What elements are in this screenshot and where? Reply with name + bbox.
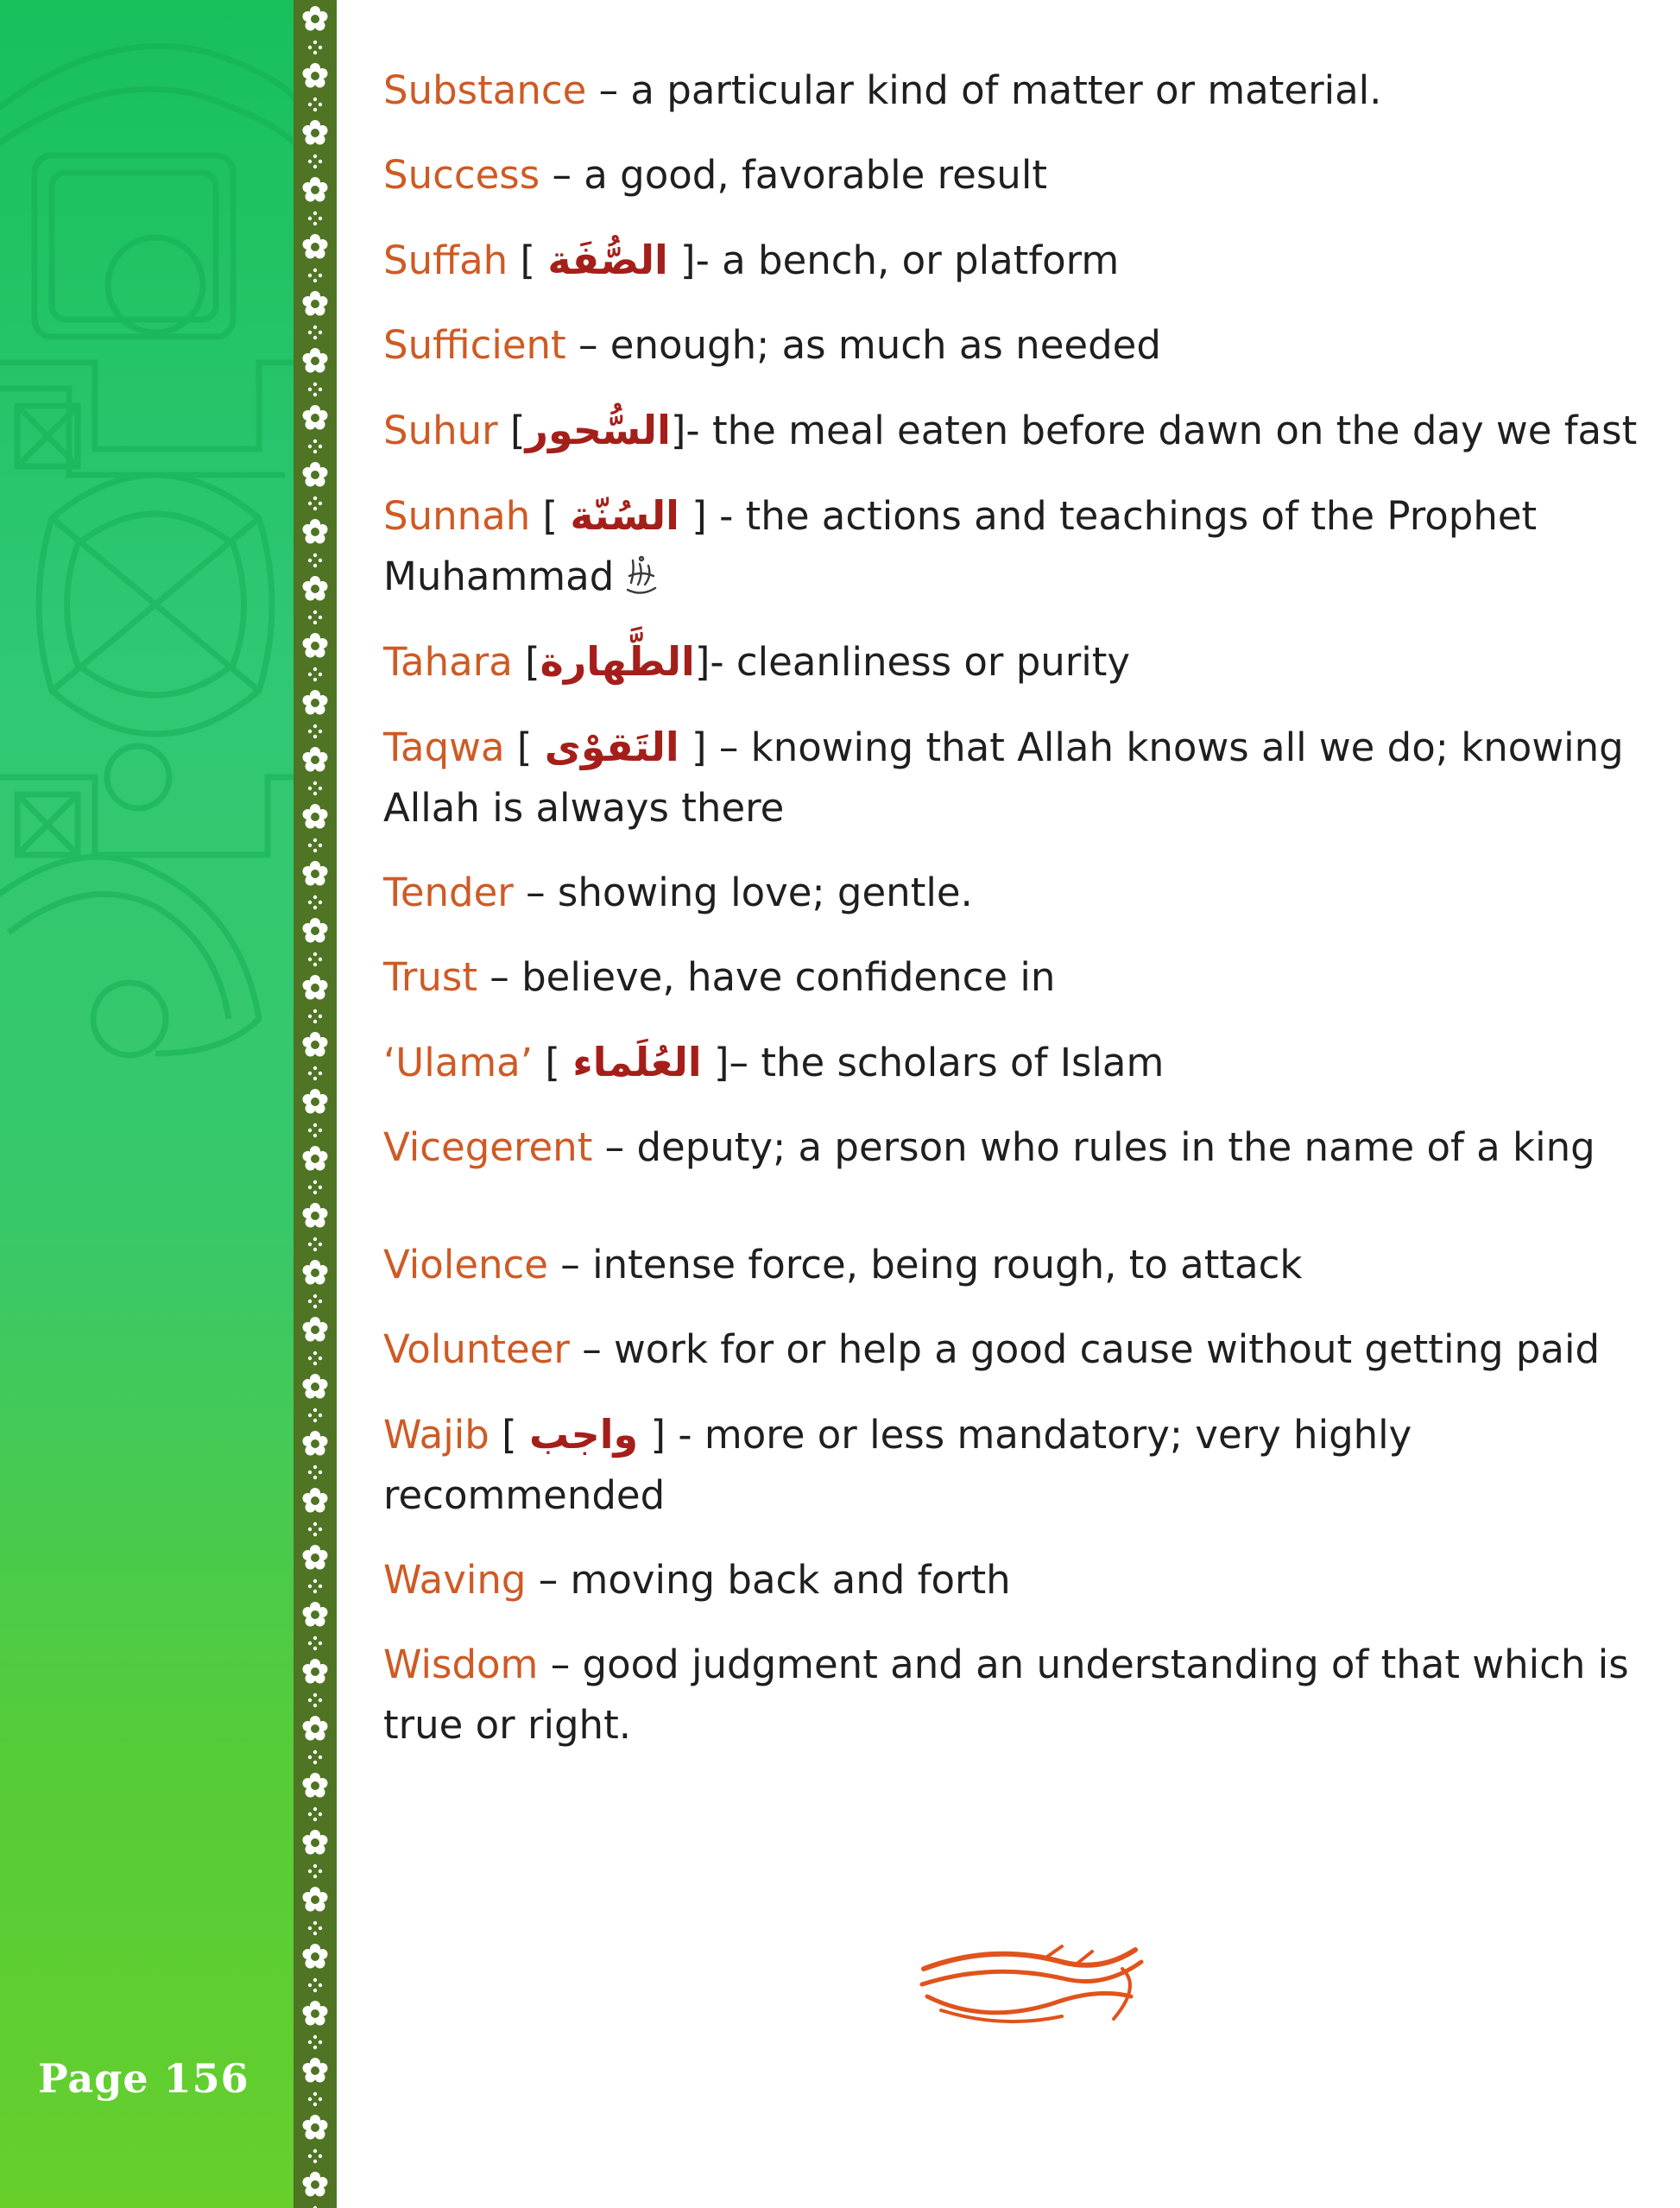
separator: – bbox=[540, 152, 584, 198]
definition: the actions and teachings of the Prophet Muhammad bbox=[383, 493, 1538, 599]
glossary-entry bbox=[383, 863, 1652, 923]
definition: knowing that Allah knows all we do; knowing Allah is always there bbox=[383, 724, 1624, 831]
separator: – bbox=[569, 1326, 614, 1372]
decorative-sidebar bbox=[0, 0, 294, 2208]
bracket-open: [ bbox=[530, 493, 571, 539]
glossary-list bbox=[383, 60, 1652, 1780]
term: Tahara bbox=[383, 639, 513, 685]
definition: cleanliness or purity bbox=[736, 639, 1131, 685]
glossary-entry bbox=[383, 631, 1652, 693]
arabic-term: التَقوْى bbox=[544, 724, 679, 770]
term: Wajib bbox=[383, 1412, 489, 1458]
term: ‘Ulama’ bbox=[383, 1040, 534, 1085]
term: Wisdom bbox=[383, 1642, 539, 1687]
glossary-entry bbox=[383, 315, 1652, 376]
separator: – bbox=[526, 1557, 571, 1603]
bracket-open: [ bbox=[533, 1040, 573, 1085]
bracket-close: ]- bbox=[670, 408, 712, 453]
bracket-open: [ bbox=[489, 1412, 529, 1458]
bracket-close: ] – bbox=[679, 724, 751, 770]
flower-border-icon bbox=[294, 0, 337, 2208]
term: Taqwa bbox=[383, 724, 505, 770]
glossary-entry bbox=[383, 1032, 1652, 1093]
term: Trust bbox=[383, 954, 477, 1000]
separator: – bbox=[586, 67, 631, 113]
term: Tender bbox=[383, 870, 514, 915]
glossary-entry bbox=[383, 230, 1652, 291]
separator: – bbox=[513, 870, 558, 915]
glossary-entry bbox=[383, 717, 1652, 838]
bracket-open: [ bbox=[497, 408, 526, 453]
term: Waving bbox=[383, 1557, 527, 1603]
separator: – bbox=[477, 954, 522, 1000]
bracket-close: ] - bbox=[679, 493, 746, 539]
term: Suffah bbox=[383, 237, 508, 283]
term: Success bbox=[383, 152, 540, 198]
definition: intense force, being rough, to attack bbox=[592, 1242, 1303, 1287]
glossary-entry bbox=[383, 1635, 1652, 1756]
bracket-open: [ bbox=[512, 639, 540, 685]
glossary-entry bbox=[383, 947, 1652, 1008]
definition: the meal eaten before dawn on the day we fast bbox=[711, 408, 1638, 453]
glossary-entry bbox=[383, 1319, 1652, 1380]
arabic-term: الصُّفَة bbox=[547, 237, 668, 283]
glossary-entry bbox=[383, 145, 1652, 206]
term: Suhur bbox=[383, 408, 498, 453]
glossary-entry bbox=[383, 400, 1652, 461]
bracket-close: ]- bbox=[694, 639, 736, 685]
definition: a bench, or platform bbox=[722, 237, 1120, 283]
definition: deputy; a person who rules in the name of a king bbox=[636, 1124, 1595, 1170]
arabic-term: واجب bbox=[528, 1411, 639, 1458]
separator: – bbox=[592, 1124, 637, 1170]
definition: moving back and forth bbox=[570, 1557, 1011, 1603]
term: Sufficient bbox=[383, 322, 566, 368]
definition: a good, favorable result bbox=[584, 152, 1047, 198]
definition: showing love; gentle. bbox=[557, 870, 973, 915]
glossary-entry bbox=[383, 1550, 1652, 1610]
bracket-open: [ bbox=[508, 237, 548, 283]
glossary-entry bbox=[383, 485, 1652, 607]
flower-border-strip bbox=[294, 0, 337, 2208]
salawat-icon bbox=[622, 554, 660, 597]
definition: the scholars of Islam bbox=[761, 1040, 1165, 1085]
bracket-open: [ bbox=[504, 724, 545, 770]
arabic-term: السُّحور bbox=[525, 407, 671, 453]
definition: work for or help a good cause without getting paid bbox=[614, 1326, 1601, 1372]
separator: – bbox=[538, 1642, 583, 1687]
term: Substance bbox=[383, 67, 587, 113]
arabic-term: العُلَماء bbox=[572, 1039, 702, 1085]
definition: good judgment and an understanding of that which is true or right. bbox=[383, 1642, 1629, 1748]
definition: more or less mandatory; very highly recommended bbox=[383, 1412, 1412, 1518]
bracket-close: ]- bbox=[667, 237, 723, 283]
bracket-close: ] - bbox=[638, 1412, 704, 1458]
term: Volunteer bbox=[383, 1326, 570, 1372]
arabesque-ornament bbox=[0, 0, 294, 1088]
glossary-entry bbox=[383, 1235, 1652, 1295]
calligraphy-flourish-icon bbox=[915, 1943, 1148, 2029]
glossary-entry bbox=[383, 1404, 1652, 1526]
definition: enough; as much as needed bbox=[609, 322, 1161, 368]
separator: – bbox=[547, 1242, 593, 1287]
separator: – bbox=[565, 322, 610, 368]
arabic-term: الطَّهارة bbox=[540, 638, 695, 685]
term: Vicegerent bbox=[383, 1124, 593, 1170]
term: Violence bbox=[383, 1242, 548, 1287]
glossary-entry bbox=[383, 1117, 1652, 1178]
glossary-entry bbox=[383, 60, 1652, 121]
term: Sunnah bbox=[383, 493, 531, 539]
bracket-close: ]– bbox=[701, 1040, 761, 1085]
definition: believe, have confidence in bbox=[521, 954, 1056, 1000]
page-number: Page 156 bbox=[38, 2055, 249, 2102]
arabic-term: السُنّة bbox=[570, 492, 679, 539]
definition: a particular kind of matter or material. bbox=[630, 67, 1382, 113]
